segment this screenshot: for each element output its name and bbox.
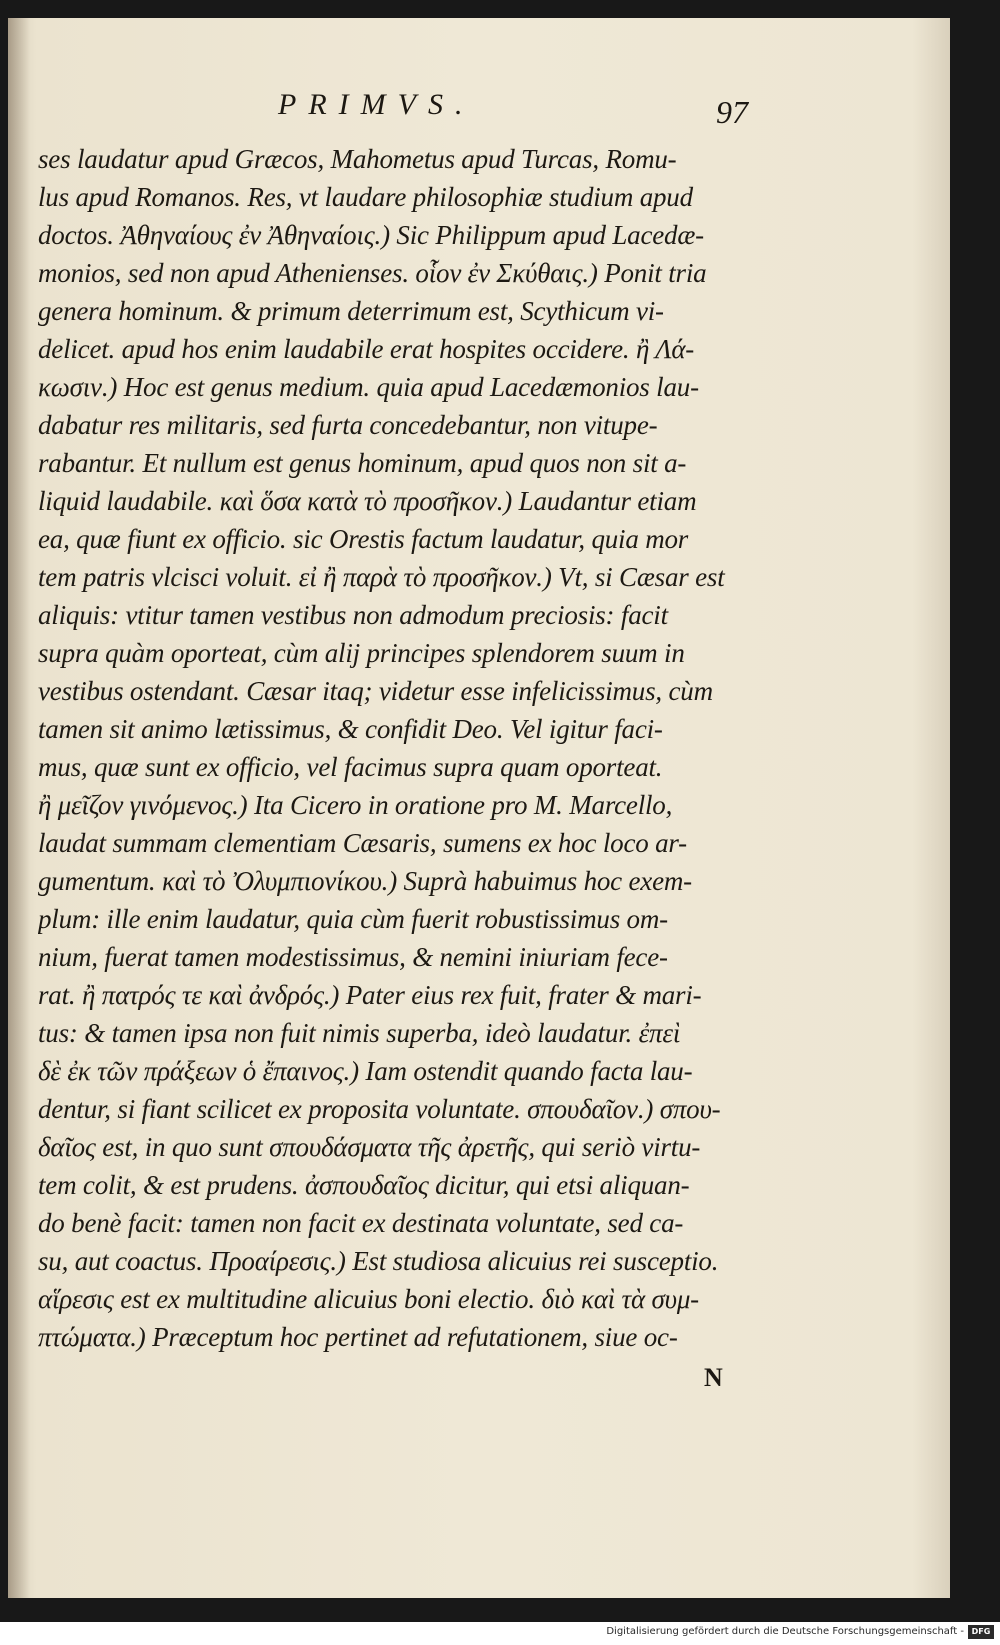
text-line: supra quàm oporteat, cùm alij principes splendorem suum in bbox=[38, 638, 685, 668]
text-line: delicet. apud hos enim laudabile erat hospites occidere. ἢ Λά- bbox=[38, 334, 695, 364]
dfg-logo: DFG bbox=[968, 1625, 994, 1639]
text-line: αἵρεσις est ex multitudine alicuius boni electio. διὸ καὶ τὰ συμ- bbox=[38, 1284, 699, 1314]
text-line: tem patris vlcisci voluit. εἰ ἢ παρὰ τὸ προσῆκον.) Vt, si Cæsar est bbox=[38, 562, 725, 592]
text-line: plum: ille enim laudatur, quia cùm fuerit robustissimus om- bbox=[38, 904, 668, 934]
text-line: liquid laudabile. καὶ ὅσα κατὰ τὸ προσῆκον.) Laudantur etiam bbox=[38, 486, 697, 516]
footer-bar bbox=[0, 1622, 1000, 1645]
text-line: rabantur. Et nullum est genus hominum, apud quos non sit a- bbox=[38, 448, 687, 478]
text-line: laudat summam clementiam Cæsaris, sumens ex hoc loco ar- bbox=[38, 828, 687, 858]
text-line: doctos. Ἀθηναίους ἐν Ἀθηναίοις.) Sic Philippum apud Lacedæ- bbox=[38, 220, 704, 250]
text-line: δὲ ἐκ τῶν πράξεων ὁ ἔπαινος.) Iam ostendit quando facta lau- bbox=[38, 1056, 693, 1086]
text-line: tus: & tamen ipsa non fuit nimis superba, ideò laudatur. ἐπεὶ bbox=[38, 1018, 681, 1048]
text-line: ses laudatur apud Græcos, Mahometus apud Turcas, Romu- bbox=[38, 144, 677, 174]
text-line: mus, quæ sunt ex officio, vel facimus supra quam oporteat. bbox=[38, 752, 663, 782]
book-page bbox=[8, 18, 950, 1598]
text-line: ἢ μεῖζον γινόμενος.) Ita Cicero in oratione pro M. Marcello, bbox=[38, 790, 673, 820]
text-line: tamen sit animo lætissimus, & confidit Deo. Vel igitur faci- bbox=[38, 714, 663, 744]
text-line: rat. ἢ πατρός τε καὶ ἀνδρός.) Pater eius rex fuit, frater & mari- bbox=[38, 980, 702, 1010]
text-line: vestibus ostendant. Cæsar itaq; videtur esse infelicissimus, cùm bbox=[38, 676, 713, 706]
page-number: 97 bbox=[716, 94, 748, 130]
text-line: ea, quæ fiunt ex officio. sic Orestis factum laudatur, quia mor bbox=[38, 524, 689, 554]
text-line: monios, sed non apud Athenienses. οἷον ἐν Σκύθαις.) Ponit tria bbox=[38, 258, 707, 288]
text-line: genera hominum. & primum deterrimum est, Scythicum vi- bbox=[38, 296, 664, 326]
spine-shadow bbox=[8, 18, 30, 1598]
text-line: do benè facit: tamen non facit ex destinata voluntate, sed ca- bbox=[38, 1208, 684, 1238]
running-title: PRIMVS. bbox=[278, 88, 475, 121]
text-line: aliquis: vtitur tamen vestibus non admodum preciosis: facit bbox=[38, 600, 668, 630]
body-text bbox=[38, 140, 778, 1356]
text-line: tem colit, & est prudens. ἀσπουδαῖος dicitur, qui etsi aliquan- bbox=[38, 1170, 690, 1200]
signature-mark: N bbox=[704, 1363, 723, 1392]
text-line: δαῖος est, in quo sunt σπουδάσματα τῆς ἀρετῆς, qui seriò virtu- bbox=[38, 1132, 701, 1162]
text-line: gumentum. καὶ τὸ Ὀλυμπιονίκου.) Suprà habuimus hoc exem- bbox=[38, 866, 692, 896]
text-line: dentur, si fiant scilicet ex proposita voluntate. σπουδαῖον.) σπου- bbox=[38, 1094, 721, 1124]
text-line: su, aut coactus. Προαίρεσις.) Est studiosa alicuius rei susceptio. bbox=[38, 1246, 719, 1276]
text-line: lus apud Romanos. Res, vt laudare philosophiæ studium apud bbox=[38, 182, 693, 212]
text-line: πτώματα.) Præceptum hoc pertinet ad refutationem, siue oc- bbox=[38, 1322, 678, 1352]
text-line: dabatur res militaris, sed furta concedebantur, non vitupe- bbox=[38, 410, 658, 440]
text-line: κωσιν.) Hoc est genus medium. quia apud Lacedæmonios lau- bbox=[38, 372, 699, 402]
funding-note: Digitalisierung gefördert durch die Deutsche Forschungsgemeinschaft - bbox=[606, 1626, 964, 1637]
text-line: nium, fuerat tamen modestissimus, & nemini iniuriam fece- bbox=[38, 942, 668, 972]
